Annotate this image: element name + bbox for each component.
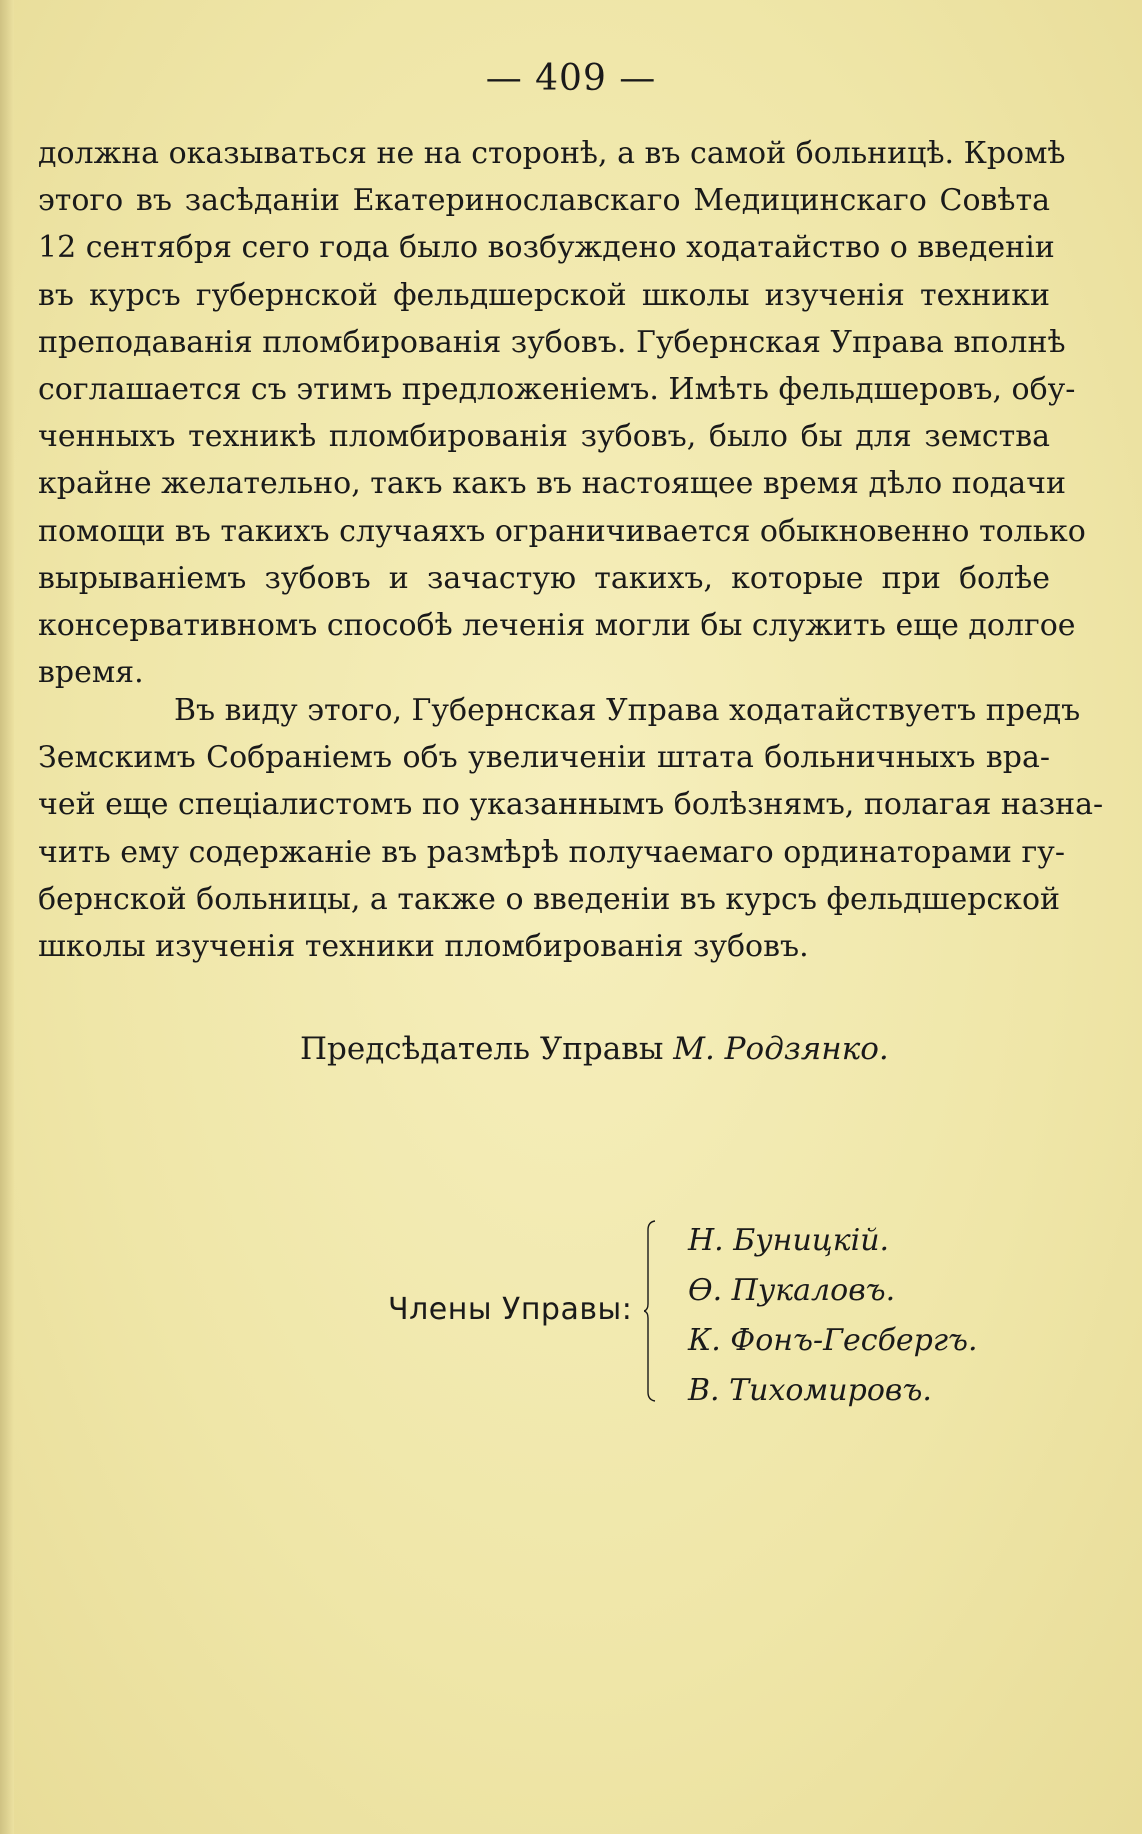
text-line: преподаванія пломбированія зубовъ. Губернская Управа вполнѣ	[38, 324, 1066, 360]
text-line: время.	[38, 655, 144, 691]
text-line: Въ виду этого, Губернская Управа ходатайствуетъ предъ	[174, 693, 1081, 728]
chairman-signature: М. Родзянко.	[673, 1031, 889, 1067]
member-name: Н. Буницкій.	[688, 1223, 890, 1258]
text-line: крайне желательно, такъ какъ въ настоящее время дѣло подачи	[38, 466, 1066, 502]
member-name: К. Фонъ-Гесбергъ.	[688, 1323, 978, 1358]
members-list	[688, 1216, 978, 1416]
curly-brace-icon	[644, 1220, 656, 1402]
text-line: должна оказываться не на сторонѣ, а въ самой больницѣ. Кромѣ	[38, 136, 1066, 171]
page-edge	[0, 0, 14, 1834]
text-line: 12 сентября сего года было возбуждено ходатайство о введеніи	[38, 230, 1055, 266]
paragraph-2	[38, 687, 1104, 970]
text-line: Земскимъ Собраніемъ объ увеличеніи штата больничныхъ вра-	[38, 740, 1050, 776]
text-line: ченныхъ техникѣ пломбированія зубовъ, было бы для земства	[38, 419, 1050, 455]
paragraph-1	[38, 130, 1086, 696]
chairman-title: Предсѣдатель Управы	[300, 1031, 664, 1067]
text-line: вырываніемъ зубовъ и зачастую такихъ, которые при болѣе	[38, 560, 1050, 596]
text-line: чить ему содержаніе въ размѣрѣ получаемаго ординаторами гу-	[38, 834, 1065, 870]
page-number: — 409 —	[485, 58, 657, 99]
text-line: этого въ засѣданіи Екатеринославскаго Медицинскаго Совѣта	[38, 183, 1050, 219]
text-line: консервативномъ способѣ леченія могли бы служить еще долгое	[38, 608, 1076, 644]
text-line: чей еще спеціалистомъ по указаннымъ болѣзнямъ, полагая назна-	[38, 787, 1104, 823]
member-name: Ѳ. Пукаловъ.	[688, 1273, 896, 1308]
member-name: В. Тихомировъ.	[688, 1373, 932, 1408]
chairman-signature-line	[300, 1031, 889, 1067]
text-line: школы изученія техники пломбированія зубовъ.	[38, 929, 809, 965]
text-line: помощи въ такихъ случаяхъ ограничивается обыкновенно только	[38, 513, 1086, 549]
members-label: Члены Управы:	[388, 1292, 633, 1327]
text-line: соглашается съ этимъ предложеніемъ. Имѣть фельдшеровъ, обу-	[38, 372, 1076, 408]
text-line: бернской больницы, а также о введеніи въ курсъ фельдшерской	[38, 881, 1061, 917]
text-line: въ курсъ губернской фельдшерской школы изученія техники	[38, 277, 1050, 313]
